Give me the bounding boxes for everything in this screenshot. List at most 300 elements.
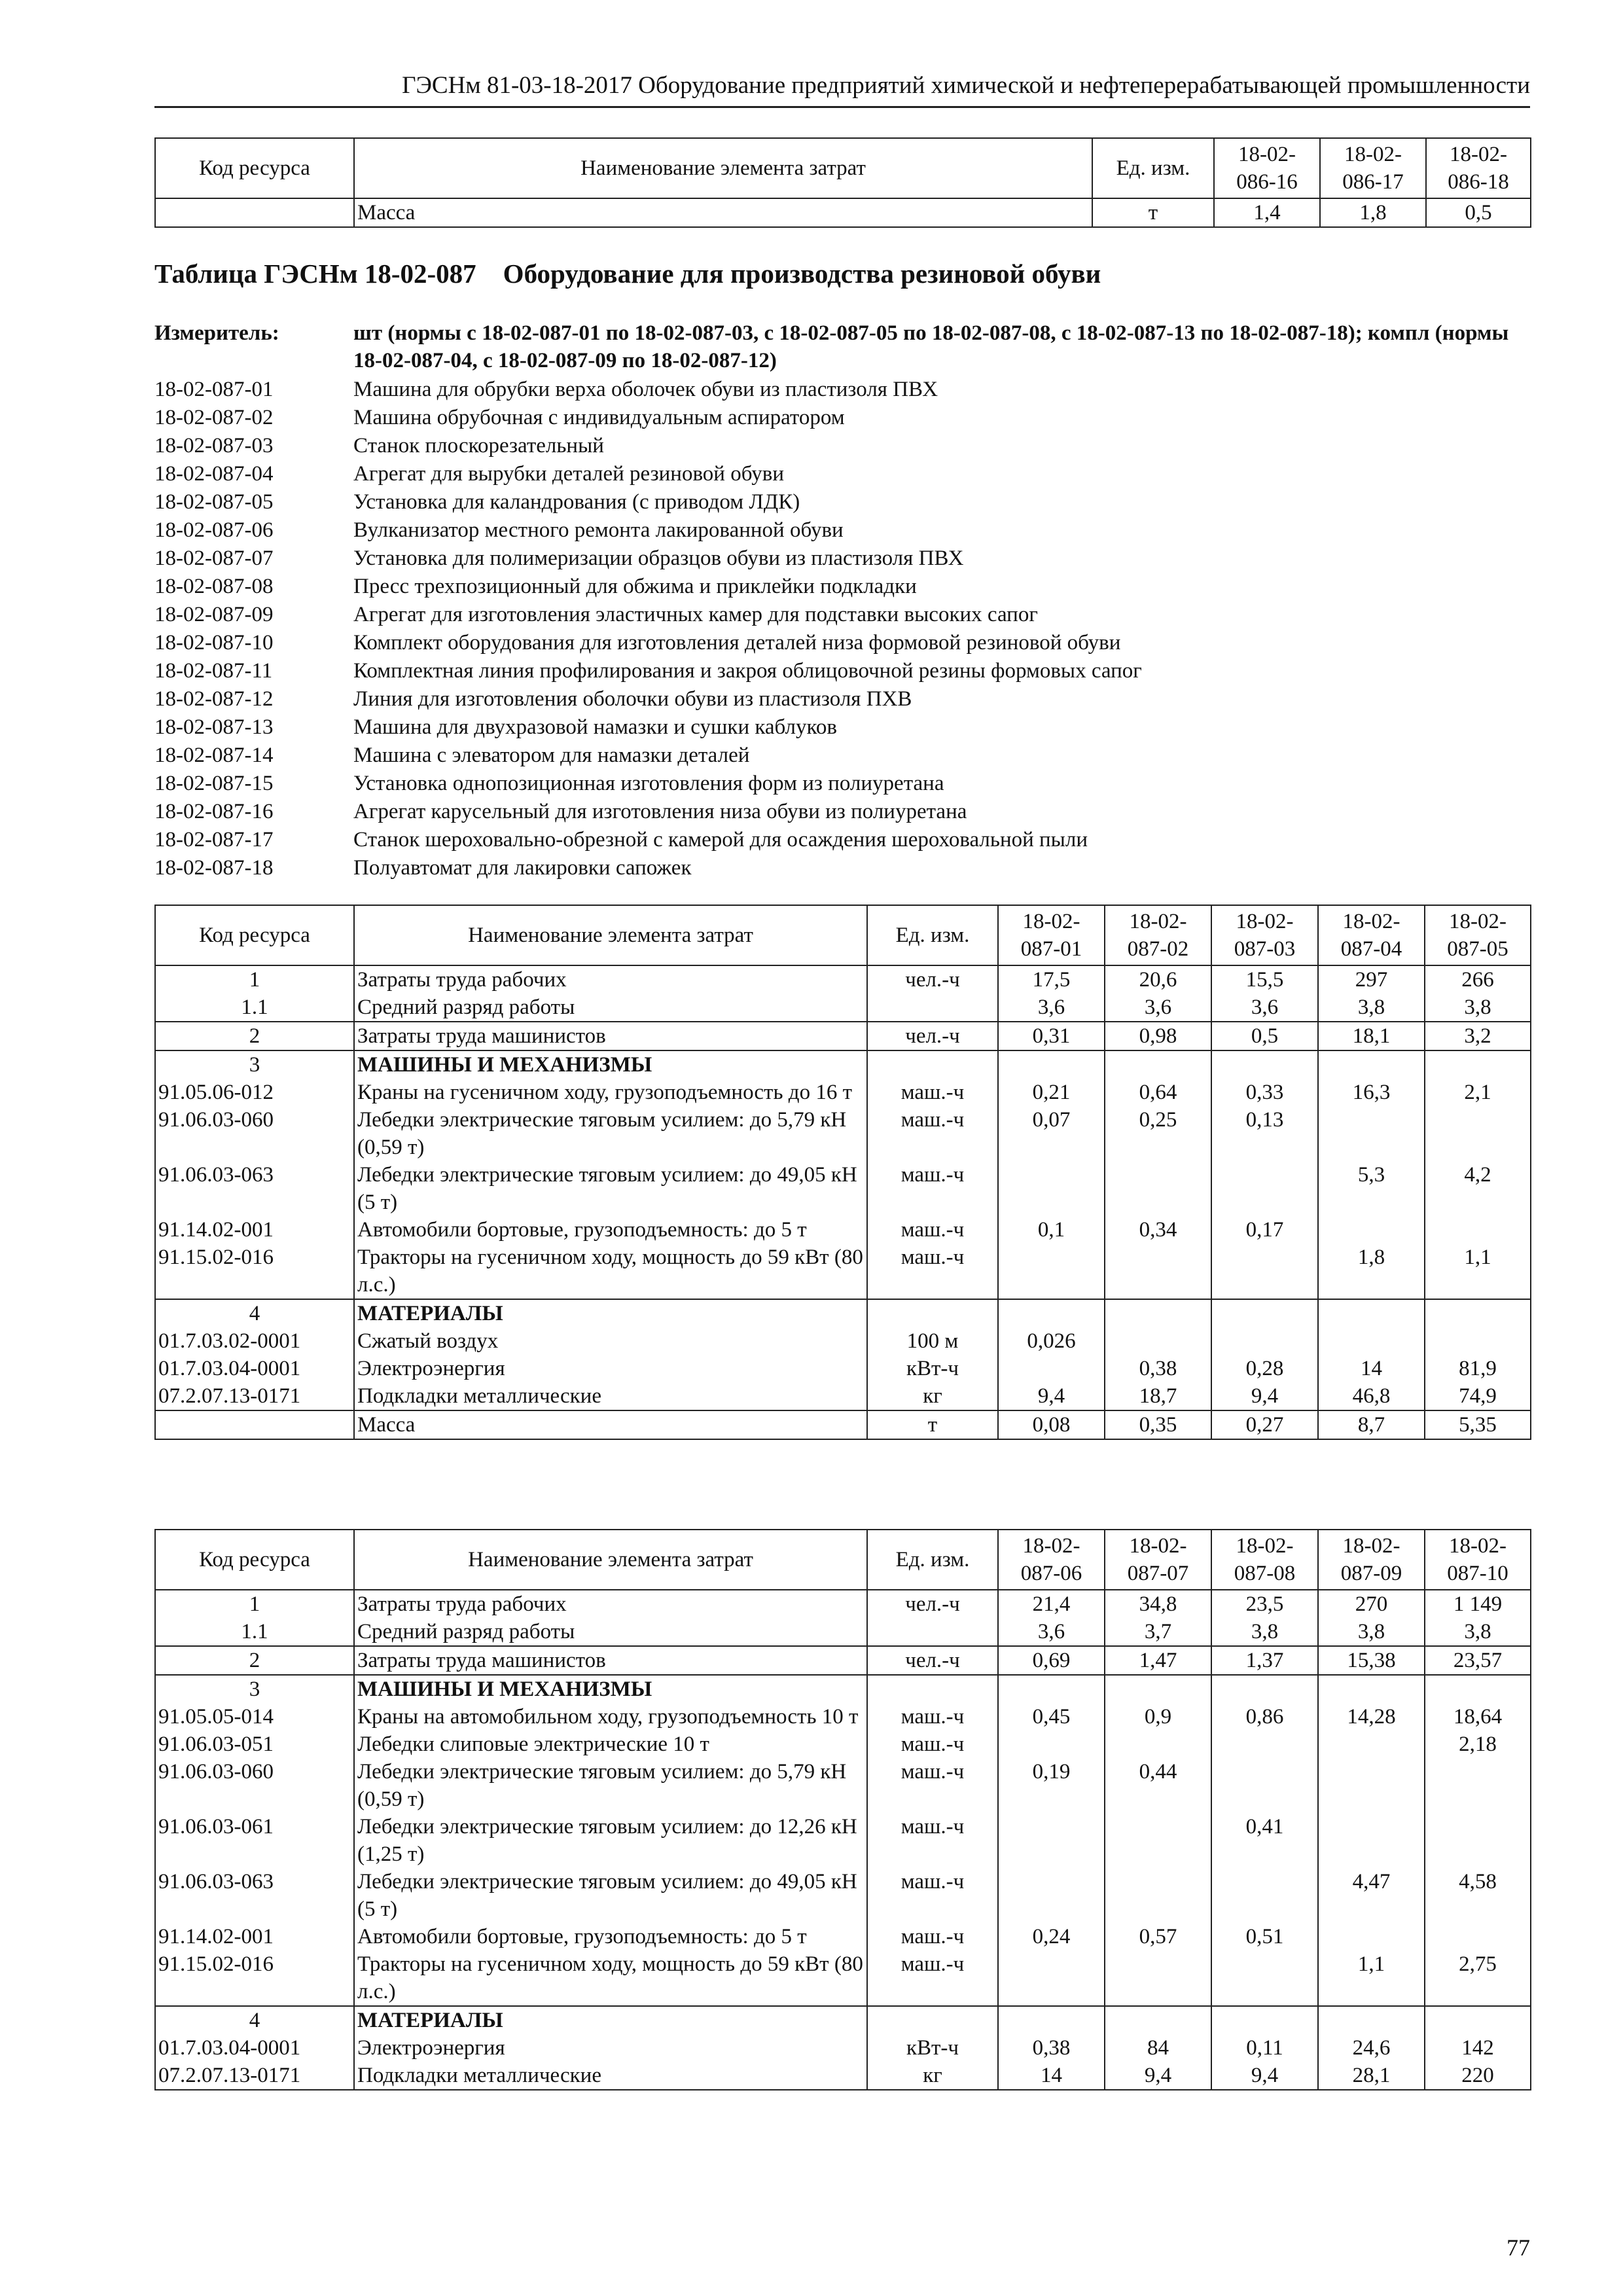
row-value: 21,4 [998,1590,1105,1618]
row-code: 91.14.02-001 [155,1923,354,1950]
row-value [998,1050,1105,1079]
row-unit: маш.-ч [867,1216,998,1244]
top-cost-table [154,137,1531,228]
row-value: 18,1 [1318,1022,1425,1050]
norm-code: 18-02-087-05 [154,490,274,514]
table-row [155,1731,1531,1758]
norm-list [154,376,1530,882]
row-code: 3 [155,1675,354,1703]
row-value: 2,75 [1425,1950,1531,2006]
row-value [1211,1050,1318,1079]
row-value [1318,1731,1425,1758]
norm-item [154,629,1530,657]
row-value: 0,9 [1105,1703,1211,1731]
row-unit [867,2006,998,2034]
row-value [1425,1327,1531,1355]
page-header: ГЭСНм 81-03-18-2017 Оборудование предприятий химической и нефтеперерабатывающей промышленности [402,72,1530,99]
row-unit: маш.-ч [867,1703,998,1731]
row-code: 01.7.03.04-0001 [155,2034,354,2062]
row-unit: маш.-ч [867,1161,998,1216]
row-value: 14,28 [1318,1703,1425,1731]
table-row [155,1646,1531,1675]
row-value: 297 [1318,965,1425,994]
row-code [155,1410,354,1439]
row-value: 24,6 [1318,2034,1425,2062]
row-value [1425,1050,1531,1079]
row-name: Краны на гусеничном ходу, грузоподъемность до 16 т [354,1079,867,1106]
header-norm: 18-02- 087-01 [998,905,1105,965]
header-code: Код ресурса [155,1530,354,1590]
row-name: Сжатый воздух [354,1327,867,1355]
row-value [1211,1161,1318,1216]
norm-code: 18-02-087-03 [154,434,274,457]
row-code: 01.7.03.04-0001 [155,1355,354,1382]
row-value [1425,2006,1531,2034]
norm-code: 18-02-087-04 [154,462,274,486]
row-value [1105,1731,1211,1758]
table-row [155,1022,1531,1050]
row-value [1211,1327,1318,1355]
header-code: Код ресурса [155,138,354,198]
row-code: 91.06.03-063 [155,1868,354,1923]
row-value: 81,9 [1425,1355,1531,1382]
header-name: Наименование элемента затрат [354,138,1092,198]
row-value: 0,1 [998,1216,1105,1244]
header-norm: 18-02- 086-16 [1214,138,1320,198]
header-norm: 18-02- 087-07 [1105,1530,1211,1590]
table-row [155,1675,1531,1703]
norm-code: 18-02-087-16 [154,800,274,823]
table-row [155,1950,1531,2006]
row-value: 1,1 [1318,1950,1425,2006]
norm-name: Агрегат для вырубки деталей резиновой обуви [353,462,784,486]
row-unit [867,1618,998,1646]
norm-code: 18-02-087-08 [154,575,274,598]
row-value: 15,38 [1318,1646,1425,1675]
row-unit: кг [867,1382,998,1410]
row-value [1105,1161,1211,1216]
header-norm: 18-02- 087-08 [1211,1530,1318,1590]
row-code: 1.1 [155,994,354,1022]
row-value: 0,026 [998,1327,1105,1355]
row-value [1105,1950,1211,2006]
row-name: Средний разряд работы [354,994,867,1022]
row-value: 0,33 [1211,1079,1318,1106]
row-value [1425,1758,1531,1813]
row-value: 0,51 [1211,1923,1318,1950]
header-norm: 18-02- 087-03 [1211,905,1318,965]
row-value: 3,7 [1105,1618,1211,1646]
norm-name: Установка для полимеризации образцов обуви из пластизоля ПВХ [353,547,964,570]
table-row [155,1161,1531,1216]
row-value [1211,1244,1318,1299]
row-value: 15,5 [1211,965,1318,994]
table-row [155,1813,1531,1868]
table-row [155,1703,1531,1731]
row-value: 8,7 [1318,1410,1425,1439]
row-value: 17,5 [998,965,1105,994]
row-value [1318,1758,1425,1813]
row-value: 0,31 [998,1022,1105,1050]
row-value [1425,1923,1531,1950]
table-row [155,1216,1531,1244]
row-name: МАТЕРИАЛЫ [354,2006,867,2034]
header-unit: Ед. изм. [867,1530,998,1590]
header-code: Код ресурса [155,905,354,965]
row-value: 9,4 [1105,2062,1211,2090]
row-unit: кВт-ч [867,1355,998,1382]
row-name: Автомобили бортовые, грузоподъемность: до 5 т [354,1923,867,1950]
table-row [155,1618,1531,1646]
norm-code: 18-02-087-13 [154,715,274,739]
row-code: 91.06.03-060 [155,1106,354,1161]
norm-code: 18-02-087-15 [154,772,274,795]
table-row [155,1758,1531,1813]
row-value: 23,57 [1425,1646,1531,1675]
norm-item [154,432,1530,460]
row-value [998,1161,1105,1216]
row-value: 1,1 [1425,1244,1531,1299]
norm-item [154,713,1530,742]
norm-name: Комплект оборудования для изготовления деталей низа формовой резиновой обуви [353,631,1121,655]
table-row [155,1590,1531,1618]
header-norm: 18-02- 086-17 [1320,138,1426,198]
header-divider [154,106,1530,108]
norm-item [154,685,1530,713]
row-value: 0,24 [998,1923,1105,1950]
row-code: 2 [155,1646,354,1675]
table-header-row [155,138,1531,198]
row-unit: чел.-ч [867,1022,998,1050]
norm-item [154,573,1530,601]
row-value: 0,19 [998,1758,1105,1813]
row-value: 0,11 [1211,2034,1318,2062]
row-value: 20,6 [1105,965,1211,994]
norm-code: 18-02-087-09 [154,603,274,626]
row-name: Электроэнергия [354,1355,867,1382]
row-name: Масса [354,1410,867,1439]
table-row [155,1410,1531,1439]
row-value: 4,2 [1425,1161,1531,1216]
row-value [1211,1675,1318,1703]
row-unit: маш.-ч [867,1923,998,1950]
row-name: Средний разряд работы [354,1618,867,1646]
row-value: 0,34 [1105,1216,1211,1244]
norm-name: Агрегат для изготовления эластичных камер для подставки высоких сапог [353,603,1038,626]
row-code: 1.1 [155,1618,354,1646]
row-value: 1 149 [1425,1590,1531,1618]
table-header-row [155,1530,1531,1590]
norm-item [154,545,1530,573]
row-unit: маш.-ч [867,1813,998,1868]
cost-table-1 [154,905,1531,1440]
norm-item [154,826,1530,854]
row-code: 91.15.02-016 [155,1950,354,2006]
row-value: 0,64 [1105,1079,1211,1106]
row-value: 34,8 [1105,1590,1211,1618]
row-value [1105,1327,1211,1355]
row-name: Лебедки электрические тяговым усилием: до 5,79 кН (0,59 т) [354,1106,867,1161]
header-norm: 18-02- 087-10 [1425,1530,1531,1590]
header-unit: Ед. изм. [867,905,998,965]
norm-name: Машина для двухразовой намазки и сушки каблуков [353,715,837,739]
row-value: 1,4 [1214,198,1320,227]
row-value: 0,5 [1426,198,1531,227]
table-row [155,1382,1531,1410]
row-value: 3,2 [1425,1022,1531,1050]
table-row [155,994,1531,1022]
row-value: 1,37 [1211,1646,1318,1675]
row-value [1425,1299,1531,1327]
row-value: 220 [1425,2062,1531,2090]
row-value [998,1675,1105,1703]
row-code: 91.15.02-016 [155,1244,354,1299]
row-value: 0,08 [998,1410,1105,1439]
norm-item [154,488,1530,516]
row-value: 9,4 [998,1382,1105,1410]
row-name: Лебедки слиповые электрические 10 т [354,1731,867,1758]
row-value: 18,7 [1105,1382,1211,1410]
row-name: МАТЕРИАЛЫ [354,1299,867,1327]
row-unit: т [867,1410,998,1439]
row-unit: маш.-ч [867,1106,998,1161]
cost-table-2 [154,1529,1531,2090]
row-value [1105,2006,1211,2034]
row-value [1425,1813,1531,1868]
row-value [1105,1675,1211,1703]
row-value [1211,1868,1318,1923]
row-unit [867,1299,998,1327]
norm-item [154,657,1530,685]
row-value: 5,35 [1425,1410,1531,1439]
row-value: 0,13 [1211,1106,1318,1161]
row-code: 1 [155,1590,354,1618]
header-norm: 18-02- 087-02 [1105,905,1211,965]
norm-name: Установка однопозиционная изготовления форм из полиуретана [353,772,944,795]
row-value [1318,1813,1425,1868]
norm-name: Машина с элеватором для намазки деталей [353,744,750,767]
norm-item [154,742,1530,770]
row-value [1211,2006,1318,2034]
row-value: 270 [1318,1590,1425,1618]
table-row [155,2006,1531,2034]
row-value: 0,86 [1211,1703,1318,1731]
row-value: 14 [1318,1355,1425,1382]
table-row [155,1355,1531,1382]
row-value [998,1731,1105,1758]
norm-name: Машина для обрубки верха оболочек обуви из пластизоля ПВХ [353,378,938,401]
row-value: 0,27 [1211,1410,1318,1439]
row-value: 3,8 [1318,1618,1425,1646]
norm-code: 18-02-087-01 [154,378,274,401]
norm-item [154,460,1530,488]
row-value: 16,3 [1318,1079,1425,1106]
row-unit: чел.-ч [867,1590,998,1618]
row-code: 91.05.05-014 [155,1703,354,1731]
row-code: 91.06.03-051 [155,1731,354,1758]
row-unit: маш.-ч [867,1731,998,1758]
row-value: 3,8 [1211,1618,1318,1646]
table-title: Таблица ГЭСНм 18-02-087 Оборудование для производства резиновой обуви [154,259,1101,289]
row-value [1211,1731,1318,1758]
row-value: 1,47 [1105,1646,1211,1675]
table-row [155,1299,1531,1327]
table-row [155,1079,1531,1106]
table-row [155,1868,1531,1923]
meter-label: Измеритель: [154,321,279,345]
row-value: 2,1 [1425,1079,1531,1106]
norm-name: Комплектная линия профилирования и закроя облицовочной резины формовых сапог [353,659,1142,683]
row-value: 4,47 [1318,1868,1425,1923]
row-value: 9,4 [1211,2062,1318,2090]
table-row [155,1106,1531,1161]
row-value [1318,1050,1425,1079]
row-value [998,1950,1105,2006]
row-value: 0,5 [1211,1022,1318,1050]
header-norm: 18-02- 087-05 [1425,905,1531,965]
row-unit [867,994,998,1022]
row-code: 1 [155,965,354,994]
row-value [1105,1050,1211,1079]
table-row [155,1244,1531,1299]
row-value: 3,6 [998,994,1105,1022]
row-value [1105,1868,1211,1923]
norm-name: Пресс трехпозиционный для обжима и приклейки подкладки [353,575,917,598]
row-value: 84 [1105,2034,1211,2062]
row-value [1318,1923,1425,1950]
norm-name: Станок плоскорезательный [353,434,604,457]
header-norm: 18-02- 086-18 [1426,138,1531,198]
norm-item [154,376,1530,404]
row-value: 9,4 [1211,1382,1318,1410]
row-name: Затраты труда рабочих [354,1590,867,1618]
row-value [1105,1299,1211,1327]
row-value [1211,1950,1318,2006]
row-name: Затраты труда рабочих [354,965,867,994]
row-value: 0,21 [998,1079,1105,1106]
header-norm: 18-02- 087-09 [1318,1530,1425,1590]
row-value: 0,28 [1211,1355,1318,1382]
row-name: МАШИНЫ И МЕХАНИЗМЫ [354,1050,867,1079]
row-name: Затраты труда машинистов [354,1022,867,1050]
row-value: 46,8 [1318,1382,1425,1410]
row-code [155,198,354,227]
table-row [155,965,1531,994]
row-value: 3,8 [1425,1618,1531,1646]
row-unit: 100 м [867,1327,998,1355]
row-value [1318,1675,1425,1703]
row-name: Лебедки электрические тяговым усилием: до 12,26 кН (1,25 т) [354,1813,867,1868]
table-row [155,1327,1531,1355]
norm-code: 18-02-087-07 [154,547,274,570]
norm-name: Установка для каландрования (с приводом ЛДК) [353,490,800,514]
header-unit: Ед. изм. [1092,138,1214,198]
norm-name: Агрегат карусельный для изготовления низа обуви из полиуретана [353,800,967,823]
row-code: 91.05.06-012 [155,1079,354,1106]
header-name: Наименование элемента затрат [354,905,867,965]
row-code: 01.7.03.02-0001 [155,1327,354,1355]
row-code: 2 [155,1022,354,1050]
norm-code: 18-02-087-12 [154,687,274,711]
row-value [1318,1327,1425,1355]
row-value [998,1868,1105,1923]
row-value: 1,8 [1320,198,1426,227]
row-value [998,1244,1105,1299]
row-value [1318,2006,1425,2034]
row-unit: маш.-ч [867,1758,998,1813]
row-value: 142 [1425,2034,1531,2062]
row-value: 3,6 [998,1618,1105,1646]
row-value [1318,1216,1425,1244]
row-name: Краны на автомобильном ходу, грузоподъемность 10 т [354,1703,867,1731]
norm-name: Полуавтомат для лакировки сапожек [353,856,692,880]
row-value: 0,69 [998,1646,1105,1675]
row-value: 0,25 [1105,1106,1211,1161]
row-unit: кг [867,2062,998,2090]
norm-code: 18-02-087-02 [154,406,274,429]
row-value: 3,8 [1425,994,1531,1022]
norm-item [154,404,1530,432]
row-code: 3 [155,1050,354,1079]
row-value: 0,98 [1105,1022,1211,1050]
row-value [1425,1106,1531,1161]
row-value: 0,07 [998,1106,1105,1161]
row-value: 5,3 [1318,1161,1425,1216]
row-value: 0,57 [1105,1923,1211,1950]
row-code: 4 [155,2006,354,2034]
row-name: МАШИНЫ И МЕХАНИЗМЫ [354,1675,867,1703]
norm-code: 18-02-087-10 [154,631,274,655]
row-code: 07.2.07.13-0171 [155,1382,354,1410]
header-name: Наименование элемента затрат [354,1530,867,1590]
row-value: 3,6 [1105,994,1211,1022]
row-value: 0,44 [1105,1758,1211,1813]
row-value [998,1299,1105,1327]
row-value: 0,45 [998,1703,1105,1731]
row-name: Лебедки электрические тяговым усилием: до 5,79 кН (0,59 т) [354,1758,867,1813]
row-unit: чел.-ч [867,965,998,994]
row-value: 0,17 [1211,1216,1318,1244]
row-unit [867,1050,998,1079]
meter-text: шт (нормы с 18-02-087-01 по 18-02-087-03, с 18-02-087-05 по 18-02-087-08, с 18-02-087-13 по 18-02-087-18); компл (нормы 18-02-087-04, с 18-02-087-09 по 18-02-087-12) [353,321,1509,372]
row-value [1211,1299,1318,1327]
norm-code: 18-02-087-17 [154,828,274,852]
norm-name: Машина обрубочная с индивидуальным аспиратором [353,406,845,429]
row-unit: маш.-ч [867,1950,998,2006]
row-value: 23,5 [1211,1590,1318,1618]
row-value: 2,18 [1425,1731,1531,1758]
norm-item [154,516,1530,545]
row-value [1425,1675,1531,1703]
row-code: 91.06.03-061 [155,1813,354,1868]
row-unit: чел.-ч [867,1646,998,1675]
row-value [1318,1299,1425,1327]
row-value: 18,64 [1425,1703,1531,1731]
norm-name: Вулканизатор местного ремонта лакированной обуви [353,518,844,542]
norm-code: 18-02-087-11 [154,659,273,683]
norm-item [154,854,1530,882]
row-value: 0,38 [998,2034,1105,2062]
row-value: 3,6 [1211,994,1318,1022]
norm-item [154,798,1530,826]
row-name: Затраты труда машинистов [354,1646,867,1675]
norm-name: Станок шероховально-обрезной с камерой для осаждения шероховальной пыли [353,828,1088,852]
row-value: 74,9 [1425,1382,1531,1410]
row-unit: т [1092,198,1214,227]
header-norm: 18-02- 087-04 [1318,905,1425,965]
row-code: 91.06.03-063 [155,1161,354,1216]
row-code: 91.06.03-060 [155,1758,354,1813]
